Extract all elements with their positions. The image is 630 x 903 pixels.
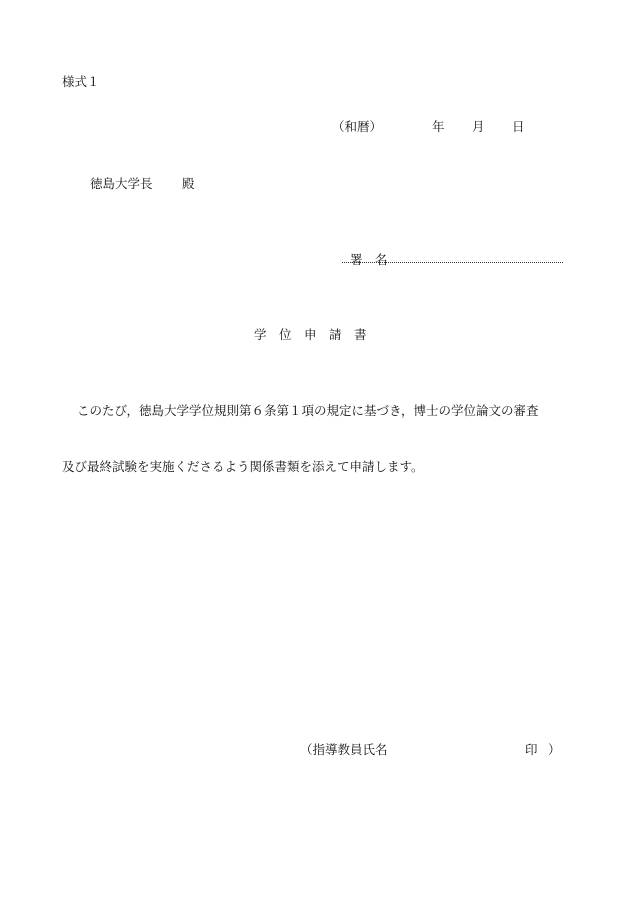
body-line-2: 及び最終試験を実施くださるよう関係書類を添えて申請します。: [62, 459, 424, 474]
addressee-name: 徳島大学長: [90, 176, 153, 191]
document-title: 学 位 申 請 書: [254, 327, 367, 342]
signature-label: 署 名: [350, 252, 388, 267]
date-year-label: 年: [432, 119, 445, 134]
signature-line[interactable]: [342, 262, 563, 263]
date-era-label: （和暦）: [332, 119, 383, 134]
seal-mark: 印: [525, 742, 538, 757]
addressee-honorific: 殿: [182, 176, 195, 191]
advisor-name-label: （指導教員氏名: [300, 742, 388, 757]
date-month-label: 月: [472, 119, 485, 134]
body-line-1: このたび，徳島大学学位規則第６条第１項の規定に基づき，博士の学位論文の審査: [77, 403, 539, 418]
date-day-label: 日: [512, 119, 525, 134]
form-number: 様式１: [62, 74, 100, 89]
advisor-close-paren: ）: [548, 742, 561, 757]
